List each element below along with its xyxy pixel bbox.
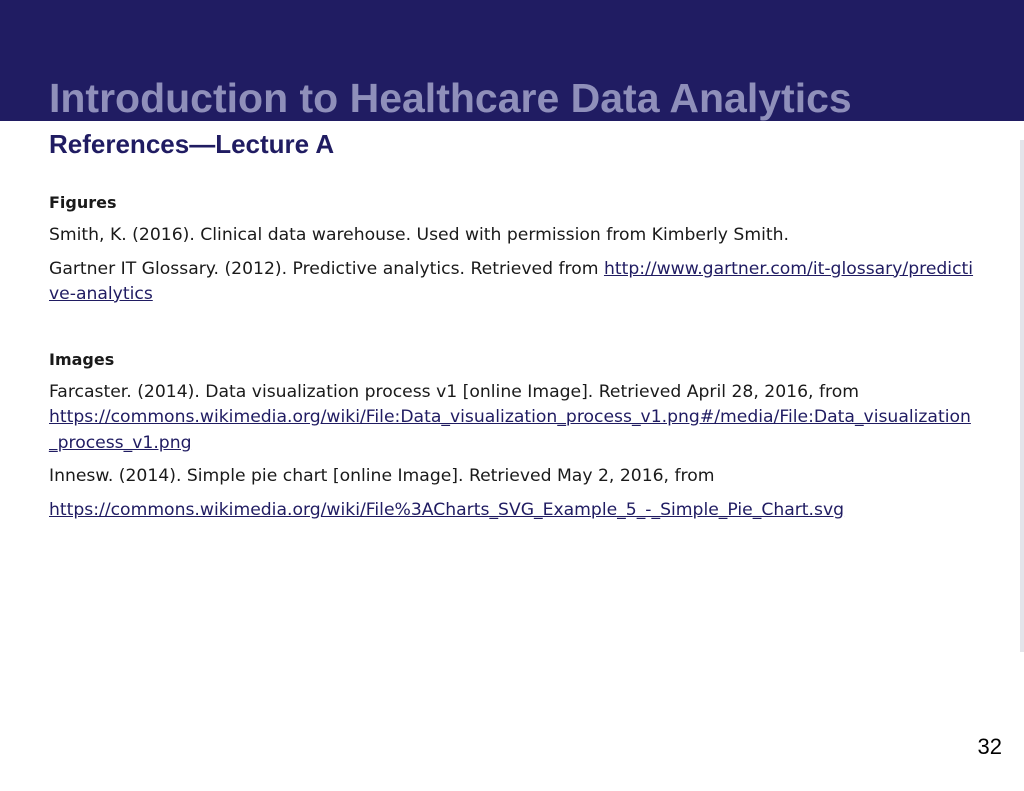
images-heading: Images — [49, 349, 115, 369]
data-visualization-link[interactable]: https://commons.wikimedia.org/wiki/File:Data_visualization_process_v1.png#/media/File:Data_visualization_process_v1.png — [49, 407, 971, 453]
reference-text: Smith, K. (2016). Clinical data warehouse. Used with permission from Kimberly Smith. — [49, 225, 789, 245]
section-gap — [49, 316, 979, 347]
page-number: 32 — [977, 734, 1002, 759]
slide-title: Introduction to Healthcare Data Analytics — [49, 75, 852, 121]
figure-reference-smith — [49, 223, 979, 249]
reference-text: Gartner IT Glossary. (2012). Predictive analytics. Retrieved from — [49, 258, 604, 279]
references-content — [49, 190, 979, 531]
pie-chart-link[interactable]: https://commons.wikimedia.org/wiki/File%3ACharts_SVG_Example_5_-_Simple_Pie_Chart.svg — [49, 499, 845, 520]
slide-subtitle: References—Lecture A — [49, 129, 335, 159]
reference-text: Innesw. (2014). Simple pie chart [online Image]. Retrieved May 2, 2016, from — [49, 466, 715, 486]
reference-text: Farcaster. (2014). Data visualization process v1 [online Image]. Retrieved April 28, 2016, from — [49, 381, 859, 402]
image-reference-farcaster — [49, 380, 979, 457]
figures-heading: Figures — [49, 193, 117, 212]
image-reference-innesw — [49, 464, 979, 523]
figure-reference-gartner — [49, 257, 979, 308]
gartner-link[interactable]: http://www.gartner.com/it-glossary/predictive-analytics — [49, 258, 974, 304]
right-edge-strip — [1020, 140, 1024, 652]
